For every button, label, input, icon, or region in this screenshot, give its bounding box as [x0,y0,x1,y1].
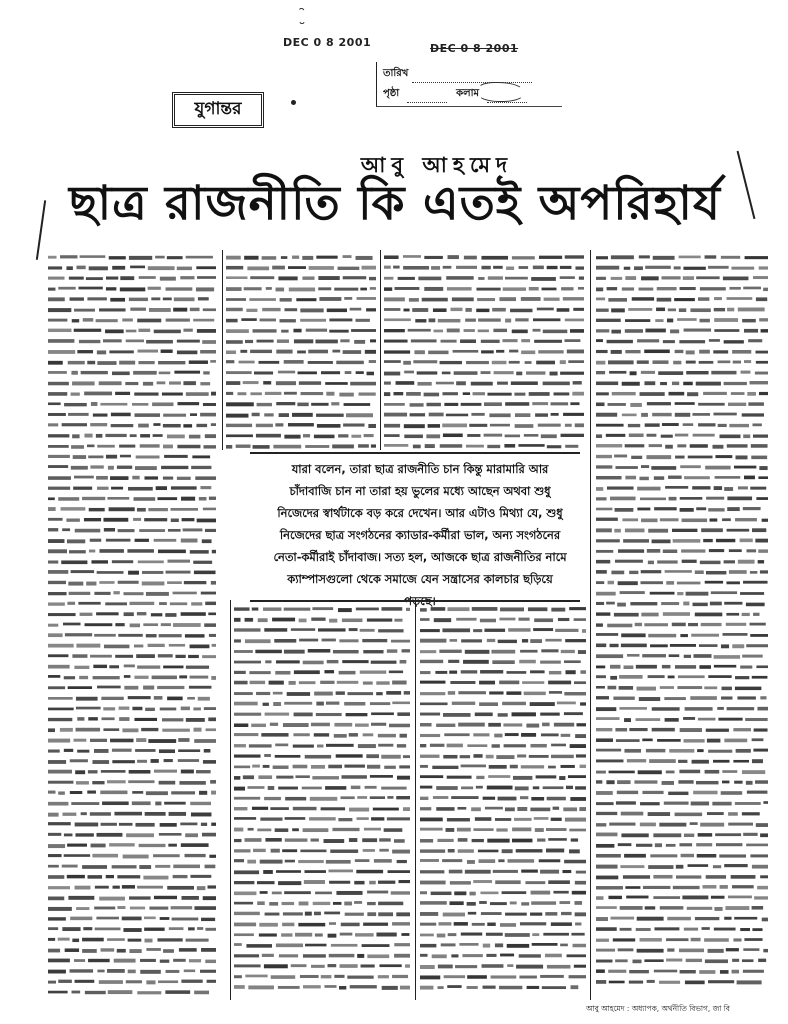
headline: ছাত্র রাজনীতি কি এতই অপরিহার্য [69,176,721,231]
column-divider [380,250,381,450]
pull-quote-rule-bottom [250,600,580,602]
article-column-4 [596,252,768,992]
column-divider [222,250,223,450]
pull-quote-rule-top [250,452,580,454]
column-divider [415,600,416,1000]
date-field-label: তারিখ [383,68,409,79]
scanned-text-lines [384,252,584,452]
bullet-mark [291,100,296,105]
column-divider [590,250,591,1000]
scanned-text-lines [596,252,768,992]
pull-quote: যারা বলেন, তারা ছাত্র রাজনীতি চান কিন্তু মারামারি আর চাঁদাবাজি চান না তারা হয় ভুলের মধ্যে আছেন অথবা শুধু নিজেদের স্বার্থটাকে বড় করে দেখেন। আর এটাও মিথ্যা যে, শুধু নিজেদের ছাত্র সংগঠনের ক্যাডার-কর্মীরা ভাল, অন্য সংগঠনের নেতা-কর্মীরাই চাঁদাবাজ। সত্য হল, আজকে ছাত্র রাজনীতির নামে ক্যাম্পাসগুলো থেকে সমাজে যেন সন্ত্রাসের কালচার ছড়িয়ে [273,462,567,586]
article-column-6 [420,604,586,999]
scanned-text-lines [420,604,586,999]
record-box [376,62,562,107]
article-column-3 [384,252,584,452]
page-field-label: পৃষ্ঠা [383,88,400,99]
column-divider [230,600,231,1000]
newspaper-masthead: যুগান্তর [172,92,264,128]
scanned-text-lines [234,604,410,999]
author-byline: আবু আহমেদ : অধ্যাপক, অর্থনীতি বিভাগ, জা বি [586,1004,730,1013]
date-stamp: DEC 0 8 2001 [283,36,372,49]
date-field [383,66,532,83]
handwritten-signature [477,82,525,102]
column-field-label: কলাম [456,88,480,99]
scanned-text-lines [226,252,376,452]
scanned-text-lines [48,252,216,1002]
article-column-1 [48,252,216,1002]
author-name: আবু আহমেদ [360,153,514,177]
ink-mark [298,8,306,24]
date-stamp-struck: DEC 0 8 2001 [430,42,519,55]
article-column-2 [226,252,376,452]
article-column-5 [234,604,410,999]
